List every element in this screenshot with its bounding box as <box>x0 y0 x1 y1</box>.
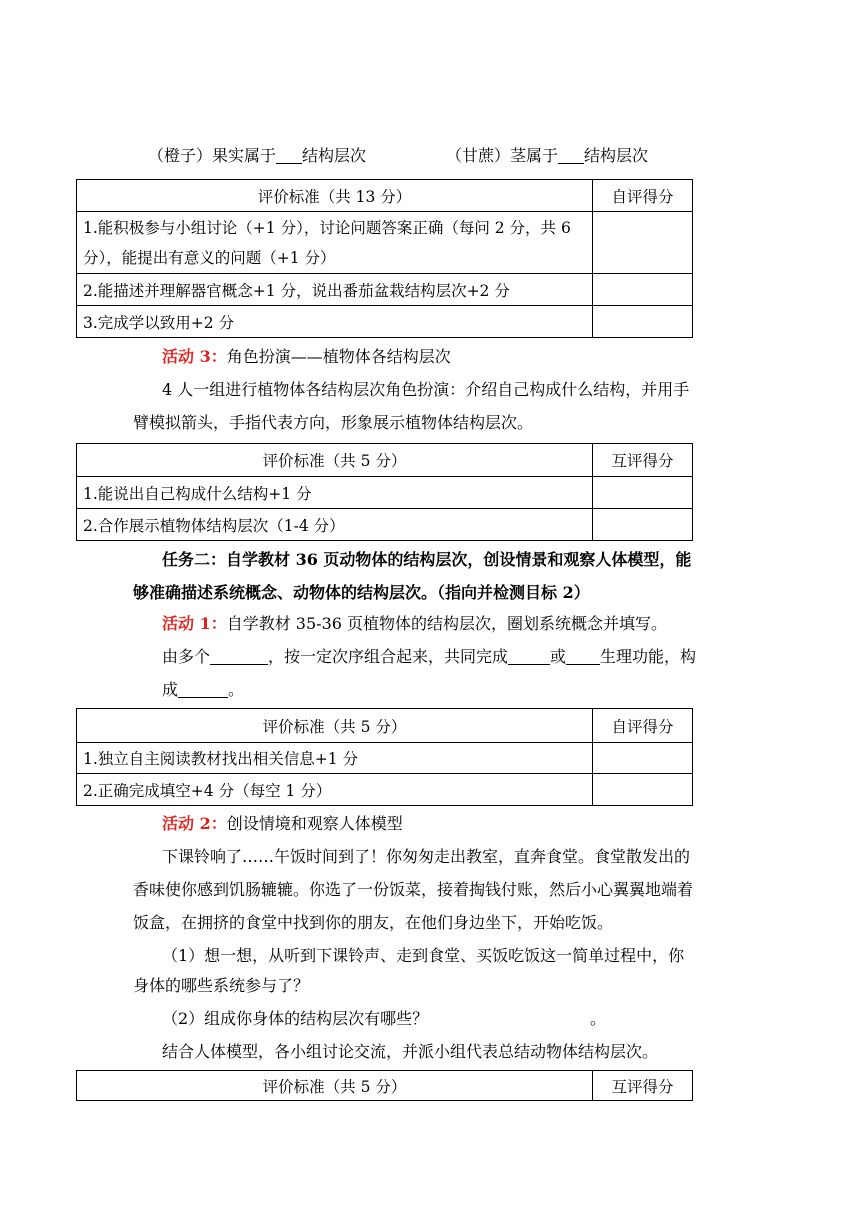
evaluation-table-2 <box>76 443 693 541</box>
story-line3: 饭盒，在拥挤的食堂中找到你的朋友，在他们身边坐下，开始吃饭。 <box>133 913 614 932</box>
activity-1-heading <box>162 609 667 639</box>
table-row <box>77 477 693 509</box>
evaluation-table-3 <box>76 708 693 806</box>
fill-text: 。 <box>228 680 245 699</box>
fill-text: 或 <box>550 647 567 666</box>
score-cell[interactable] <box>593 774 693 806</box>
criteria-header: 评价标准（共 5 分） <box>77 709 593 743</box>
story-line1: 下课铃响了……午饭时间到了！你匆匆走出教室，直奔食堂。食堂散发出的 <box>162 847 691 866</box>
table-row <box>77 743 693 774</box>
table-header-row <box>77 444 693 477</box>
activity-2-label: 活动 2： <box>162 814 227 833</box>
score-cell[interactable] <box>593 477 693 509</box>
table-header-row <box>77 180 693 212</box>
system-definition-fill-line2 <box>162 675 244 705</box>
table-row <box>77 774 693 806</box>
table-header-row <box>77 1071 693 1101</box>
score-header: 自评得分 <box>593 180 693 212</box>
question-1-line1: （1）想一想，从听到下课铃声、走到食堂、买饭吃饭这一简单过程中，你 <box>162 946 685 965</box>
fill-blank-1[interactable] <box>210 646 268 665</box>
orange-question-text: （橙子）果实属于 <box>148 146 277 165</box>
criteria-cell: 3.完成学以致用+2 分 <box>77 306 593 338</box>
sugarcane-question-suffix: 结构层次 <box>584 146 649 165</box>
evaluation-table-1 <box>76 179 693 338</box>
fill-blank-4[interactable] <box>178 679 228 698</box>
fill-text: 成 <box>162 680 179 699</box>
score-cell[interactable] <box>593 509 693 541</box>
score-header: 互评得分 <box>593 444 693 477</box>
criteria-cell: 2.正确完成填空+4 分（每空 1 分） <box>77 774 593 806</box>
criteria-header: 评价标准（共 5 分） <box>77 444 593 477</box>
fill-text: 由多个 <box>162 647 211 666</box>
story-line2: 香味使你感到饥肠辘辘。你选了一份饭菜，接着掏钱付账，然后小心翼翼地端着 <box>133 880 694 899</box>
table-row <box>77 212 693 274</box>
score-cell[interactable] <box>593 743 693 774</box>
activity-3-desc-line1: 4 人一组进行植物体各结构层次角色扮演：介绍自己构成什么结构，并用手 <box>162 380 690 399</box>
activity-3-label: 活动 3： <box>162 347 227 366</box>
task-2-line1: 任务二：自学教材 36 页动物体的结构层次，创设情景和观察人体模型，能 <box>162 550 692 569</box>
score-cell[interactable] <box>593 306 693 338</box>
table-row <box>77 274 693 306</box>
score-cell[interactable] <box>593 212 693 274</box>
table-header-row <box>77 709 693 743</box>
orange-answer-blank[interactable] <box>276 145 302 164</box>
activity-3-desc-line2: 臂模拟箭头，手指代表方向，形象展示植物体结构层次。 <box>133 413 534 432</box>
score-header: 互评得分 <box>593 1071 693 1101</box>
table-row <box>77 306 693 338</box>
criteria-header: 评价标准（共 5 分） <box>77 1071 593 1101</box>
table-row <box>77 509 693 541</box>
conclusion-text: 结合人体模型，各小组讨论交流，并派小组代表总结动物体结构层次。 <box>162 1042 659 1061</box>
criteria-header: 评价标准（共 13 分） <box>77 180 593 212</box>
criteria-cell: 1.能说出自己构成什么结构+1 分 <box>77 477 593 509</box>
fill-text: 生理功能，构 <box>600 647 697 666</box>
criteria-cell: 2.能描述并理解器官概念+1 分，说出番茄盆栽结构层次+2 分 <box>77 274 593 306</box>
score-cell[interactable] <box>593 274 693 306</box>
activity-2-heading <box>162 809 403 839</box>
evaluation-table-4 <box>76 1070 693 1101</box>
activity-1-title: 自学教材 35-36 页植物体的结构层次，圈划系统概念并填写。 <box>226 614 668 633</box>
fill-text: ，按一定次序组合起来，共同完成 <box>268 647 509 666</box>
fill-blank-3[interactable] <box>566 646 600 665</box>
criteria-cell: 1.独立自主阅读教材找出相关信息+1 分 <box>77 743 593 774</box>
question-2-end-mark: 。 <box>590 1009 607 1028</box>
criteria-cell: 2.合作展示植物体结构层次（1-4 分） <box>77 509 593 541</box>
sugarcane-question-text: （甘蔗）茎属于 <box>446 146 559 165</box>
activity-3-heading <box>162 342 451 372</box>
sugarcane-stem-question <box>446 141 648 171</box>
orange-question-suffix: 结构层次 <box>302 146 367 165</box>
fill-blank-2[interactable] <box>508 646 550 665</box>
score-header: 自评得分 <box>593 709 693 743</box>
activity-2-title: 创设情境和观察人体模型 <box>226 814 403 833</box>
activity-3-title: 角色扮演——植物体各结构层次 <box>226 347 451 366</box>
question-2: （2）组成你身体的结构层次有哪些？ <box>162 1009 429 1028</box>
sugarcane-answer-blank[interactable] <box>558 145 584 164</box>
question-1-line2: 身体的哪些系统参与了？ <box>133 976 310 995</box>
orange-fruit-question <box>148 141 366 171</box>
activity-1-label: 活动 1： <box>162 614 227 633</box>
task-2-line2: 够准确描述系统概念、动物体的结构层次。（指向并检测目标 2） <box>133 583 590 602</box>
system-definition-fill-line1 <box>162 642 696 672</box>
criteria-cell: 1.能积极参与小组讨论（+1 分），讨论问题答案正确（每问 2 分，共 6 分），能提出有意义的问题（+1 分） <box>77 212 593 274</box>
